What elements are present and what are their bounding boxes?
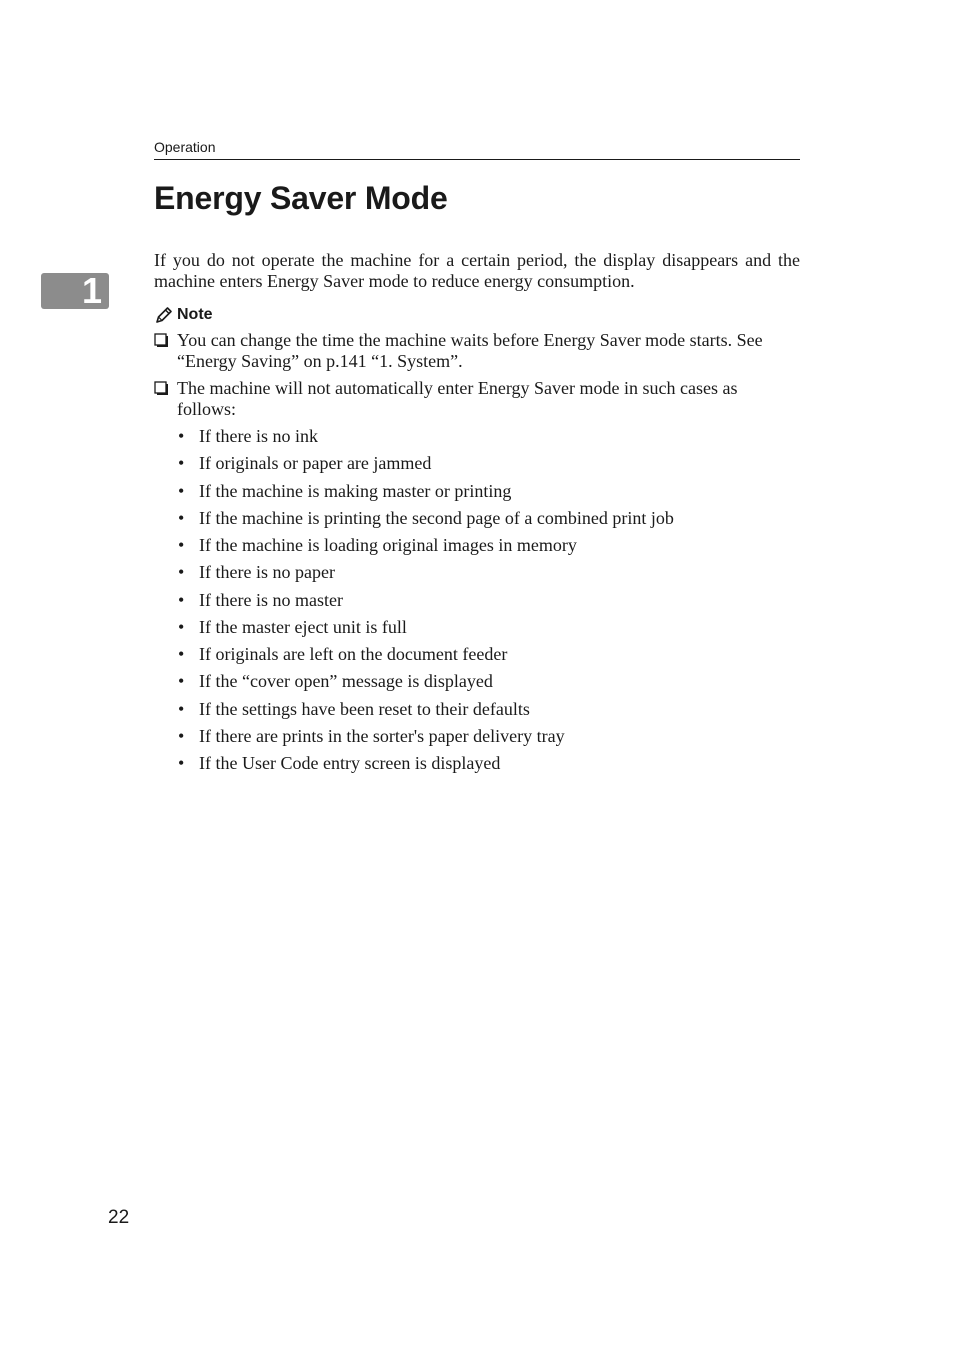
note-label: Note <box>177 306 213 323</box>
page-title: Energy Saver Mode <box>154 180 448 216</box>
chapter-tab <box>41 270 109 311</box>
running-head: Operation <box>154 139 216 155</box>
checkbox-icon <box>154 333 170 349</box>
checkbox-icon <box>154 381 170 397</box>
page-number: 22 <box>108 1207 130 1228</box>
note-item <box>154 378 800 420</box>
header-rule <box>154 159 800 160</box>
note-item-text: You can change the time the machine waits before Energy Saver mode starts. See “Energy Saving” on p.141 “1. System”. <box>177 330 763 371</box>
pencil-icon <box>154 305 174 325</box>
intro-paragraph: If you do not operate the machine for a certain period, the display disappears and the machine enters Energy Saver mode to reduce energy consumption. <box>154 250 800 291</box>
note-heading <box>154 305 213 325</box>
note-item-text: The machine will not automatically enter Energy Saver mode in such cases as follows: <box>177 378 738 419</box>
chapter-number: 1 <box>81 270 102 311</box>
note-item <box>154 330 800 372</box>
